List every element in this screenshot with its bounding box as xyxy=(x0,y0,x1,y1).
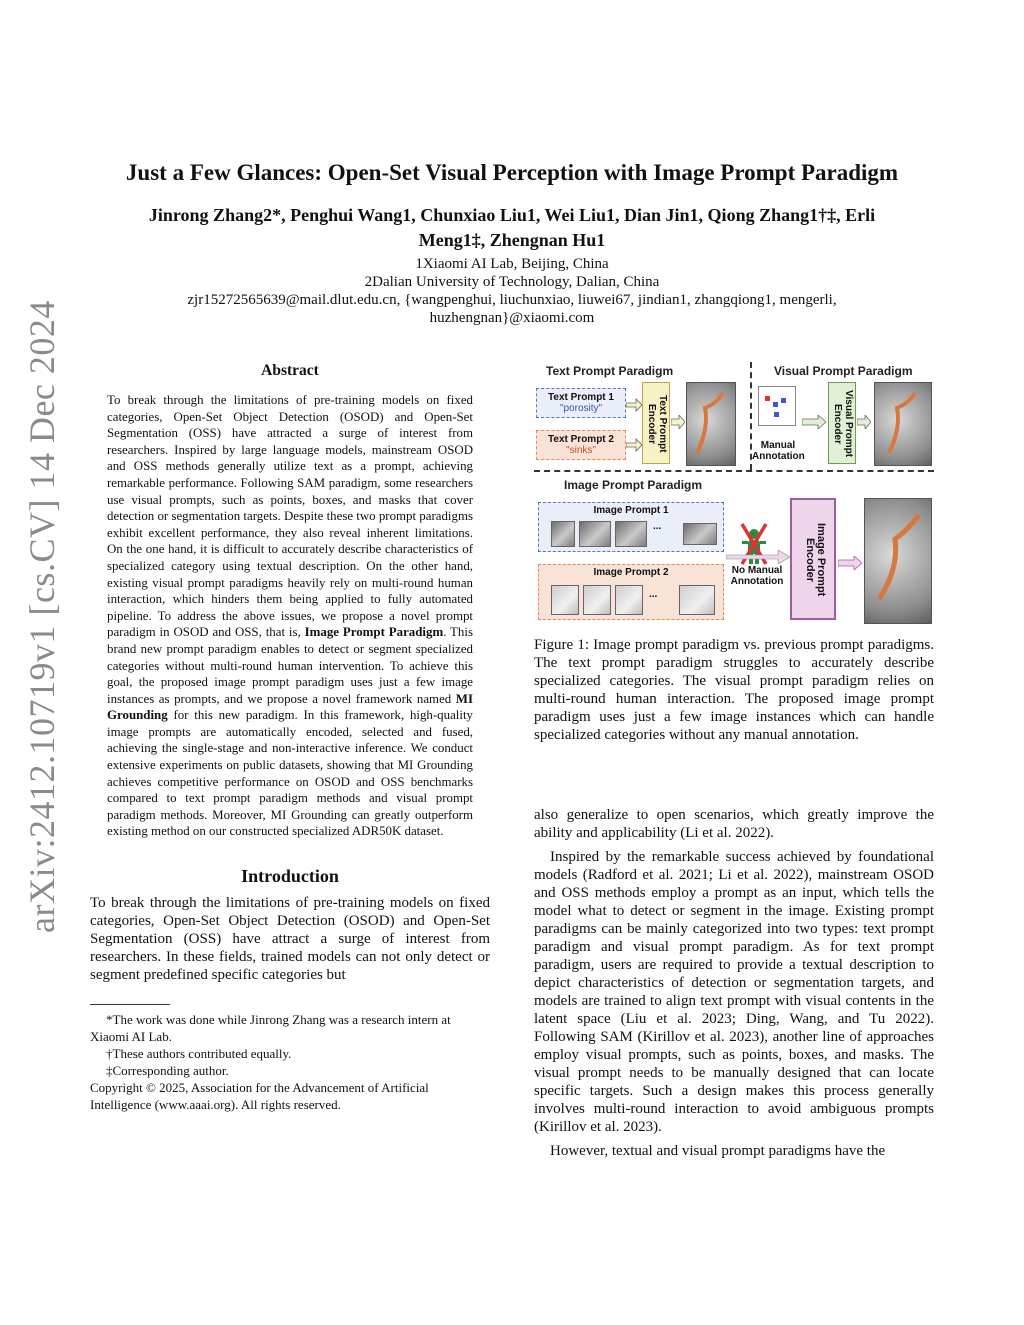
image-prompt-1-box xyxy=(538,502,724,552)
visual-paradigm-label: Visual Prompt Paradigm xyxy=(774,364,913,378)
prompt-2-thumb-c xyxy=(615,585,643,615)
author-list xyxy=(100,203,924,253)
visual-arrow xyxy=(802,415,826,429)
prompt-2-thumb-a xyxy=(551,585,579,615)
image-prompt-2-box xyxy=(538,564,724,620)
prompt-2-thumb-b xyxy=(583,585,611,615)
prompt-1-thumb-c xyxy=(615,521,647,547)
image-prompt-encoder xyxy=(790,498,836,620)
abstract-part-2: . This brand new prompt paradigm enables to detect or segment specialized categories without multi-round human intervention. To achieve this goal, the proposed image prompt paradigm uses just a few image instances as prompts, and we propose a novel framework named xyxy=(107,625,473,706)
prompt-1-thumb-d xyxy=(683,523,717,545)
introduction-heading: Introduction xyxy=(241,866,339,887)
defect-shape-icon-2 xyxy=(875,383,931,465)
image-paradigm-label: Image Prompt Paradigm xyxy=(564,478,703,492)
visual-result-image xyxy=(874,382,932,466)
prompt-1-ellipsis: ... xyxy=(653,521,662,532)
figure-1 xyxy=(534,360,934,630)
abstract-part-3: for this new paradigm. In this framework, high-quality image prompts are automatically encoded, selected and fused, achieving the single-stage and non-interactive inference. We conduct extensive experiments on public datasets, showing that MI Grounding achieves competitive performance on OSOD and OSS benchmarks compared to text prompt paradigm methods and visual prompt paradigm methods. Moreover, MI Grounding can greatly outperform existing method on our constructed specialized ADR50K dataset. xyxy=(107,708,473,839)
horizontal-divider xyxy=(534,470,934,472)
abstract-part-1: To break through the limitations of pre-training models on fixed categories, Open-Set Object Detection (OSOD) and Open-Set Segmentation (OSS) have attracted a surge of interest from researchers. Inspired by large language models, mainstream OSOD and OSS methods generally utilize text as a prompt, achieving remarkable performance. Following SAM paradigm, some researchers use visual prompts, such as points, boxes, and masks that cover detection or segmentation targets. Despite these two prompt paradigms exhibit excellent performance, they also reveal inherent limitations. On the one hand, it is difficult to accurately describe characteristics of specialized category using textual description. On the other hand, existing visual prompt paradigms heavily rely on multi-round human interaction, which hinders them being applied to fully automated pipeline. To address the above issues, we propose a novel prompt paradigm in OSOD and OSS, that is, xyxy=(107,393,473,640)
manual-annotation-label: Manual Annotation xyxy=(752,440,805,462)
text-encoder-label: Text Prompt Encoder xyxy=(646,395,668,453)
text-prompt-1-label: Text Prompt 1 xyxy=(548,392,614,403)
image-result-image xyxy=(864,498,932,624)
image-prompt-2-label: Image Prompt 2 xyxy=(593,567,669,578)
footnote-3: ‡Corresponding author. xyxy=(106,1063,229,1079)
abstract-heading: Abstract xyxy=(261,362,319,379)
image-arrow xyxy=(726,550,790,564)
text-prompt-1-word: "porosity" xyxy=(559,403,603,414)
text-out-arrow xyxy=(671,415,685,429)
right-paragraph-3: However, textual and visual prompt paradigms have the xyxy=(550,1143,886,1159)
affiliation-2: 2Dalian University of Technology, Dalian, China xyxy=(364,274,660,290)
text-prompt-2-box xyxy=(536,430,626,460)
prompt-1-thumb-b xyxy=(579,521,611,547)
authors-line-1: Jinrong Zhang2*, Penghui Wang1, Chunxiao Liu1, Wei Liu1, Dian Jin1, Qiong Zhang1†‡, Erli xyxy=(148,205,876,225)
arxiv-side-banner: arXiv:2412.10719v1 [cs.CV] 14 Dec 2024 xyxy=(22,300,62,933)
copyright-notice: Copyright © 2025, Association for the Advancement of Artificial Intelligence (www.aaai.org). All rights reserved. xyxy=(90,1080,429,1113)
abstract-bold-image-prompt-paradigm: Image Prompt Paradigm xyxy=(304,625,444,640)
affiliation-1: 1Xiaomi AI Lab, Beijing, China xyxy=(415,256,609,272)
text-result-image xyxy=(686,382,736,466)
visual-prompt-thumb xyxy=(758,386,796,426)
affiliations xyxy=(100,255,924,327)
introduction-text: To break through the limitations of pre-training models on fixed categories, Open-Set Object Detection (OSOD) and Open-Set Segmentation (OSS) have attract a surge of interest from researchers. In these fields, trained models can not only detect or segment predefined specific categories but xyxy=(90,895,490,984)
text-prompt-1-box xyxy=(536,388,626,418)
footnotes xyxy=(90,1004,490,1113)
text-prompt-2-word: "sinks" xyxy=(566,445,596,456)
footnote-rule xyxy=(90,1004,170,1005)
figure-caption: Figure 1: Image prompt paradigm vs. previous prompt paradigms. The text prompt paradigm struggles to accurately describe specialized categories. The visual prompt paradigm relies on multi-round human interaction. The proposed image prompt paradigm uses just a few image instances which can handle specialized categories without any manual annotation. xyxy=(534,637,934,743)
abstract-text xyxy=(107,392,473,840)
image-encoder-label: Image Prompt Encoder xyxy=(804,523,827,597)
prompt-1-thumb-a xyxy=(551,521,575,547)
footnote-2: †These authors contributed equally. xyxy=(106,1046,292,1062)
prompt-2-ellipsis: ... xyxy=(649,589,658,600)
visual-out-arrow xyxy=(857,415,871,429)
defect-shape-icon xyxy=(687,383,735,465)
image-prompt-1-label: Image Prompt 1 xyxy=(593,505,669,516)
prompt-2-thumb-d xyxy=(679,585,715,615)
text-arrows xyxy=(626,390,642,460)
visual-encoder-label: Visual Prompt Encoder xyxy=(832,390,854,458)
text-prompt-2-label: Text Prompt 2 xyxy=(548,434,614,445)
authors-line-2: Meng1‡, Zhengnan Hu1 xyxy=(418,230,606,250)
abstract-bold-mi-grounding: MI Grounding xyxy=(107,691,473,723)
text-prompt-encoder xyxy=(642,382,670,464)
left-column xyxy=(90,362,490,1113)
paper-title: Just a Few Glances: Open-Set Visual Perception with Image Prompt Paradigm xyxy=(125,160,899,185)
text-paradigm-label: Text Prompt Paradigm xyxy=(546,364,674,378)
emails-line-1: zjr15272565639@mail.dlut.edu.cn, {wangpenghui, liuchunxiao, liuwei67, jindian1, zhangqiong1, mengerli, xyxy=(187,292,837,308)
no-manual-annotation-label: No Manual Annotation xyxy=(730,565,784,587)
visual-prompt-encoder xyxy=(828,382,856,464)
footnote-1: *The work was done while Jinrong Zhang was a research intern at Xiaomi AI Lab. xyxy=(90,1012,451,1045)
point-prompt-icon xyxy=(759,387,797,427)
right-column-body xyxy=(534,806,934,1160)
defect-shape-icon-3 xyxy=(865,499,931,623)
right-paragraph-1: also generalize to open scenarios, which greatly improve the ability and applicability (Li et al. 2022). xyxy=(534,807,934,841)
right-paragraph-2: Inspired by the remarkable success achieved by foundational models (Radford et al. 2021; Li et al. 2022), mainstream OSOD and OSS methods employ a prompt as an input, which tells the model what to detect or segment in the image. Existing prompt paradigms can be mainly categorized into two types: text prompt paradigm and visual prompt paradigm. As for text prompt paradigm, users are required to provide a textual description to depict characteristics of detection or segmentation targets, and models are trained to align text prompt with visual contents in the latent space (Liu et al. 2023; Ding, Wang, and Tu 2022). Following SAM (Kirillov et al. 2023), another line of approaches employ visual prompts, such as points, boxes, and masks. The visual prompt needs to be manually designed that can locate specific targets. Such a design makes this process generally involves multi-round interaction to avoid ambiguous prompts (Kirillov et al. 2023). xyxy=(534,849,934,1135)
emails-line-2: huzhengnan}@xiaomi.com xyxy=(429,310,595,326)
image-out-arrow xyxy=(838,556,862,570)
